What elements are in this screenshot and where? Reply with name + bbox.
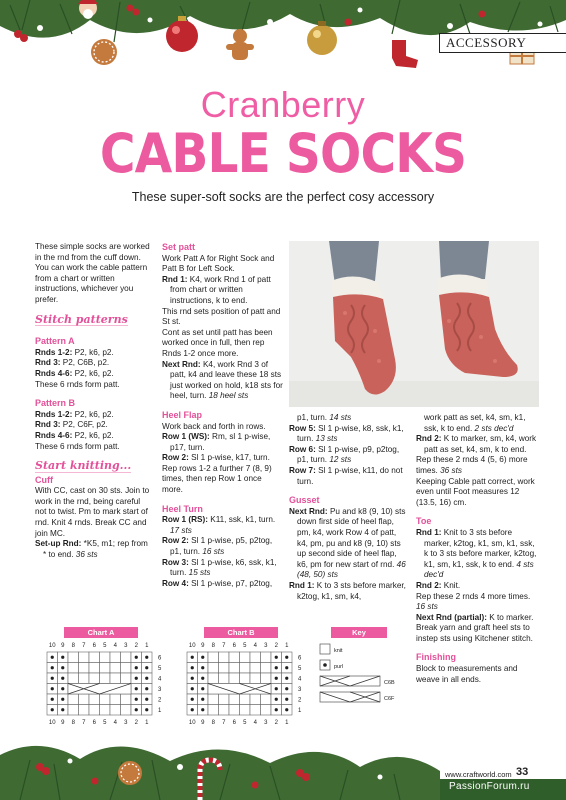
title-kicker: Cranberry: [200, 84, 366, 125]
chart-row-number: 1: [298, 707, 302, 714]
purl-dot: [275, 677, 278, 680]
chart-col-number: 6: [92, 643, 96, 649]
chart-col-number: 7: [82, 720, 86, 726]
purl-dot: [145, 656, 148, 659]
chart-cell: [68, 694, 79, 705]
chart-b-title: Chart B: [204, 627, 278, 638]
gusset-text: Keeping Cable patt correct, work even until Foot measures 12 (13.5, 16) cm.: [416, 476, 535, 507]
chart-row-number: 6: [298, 655, 302, 662]
heel-turn-row: Row 7: Sl 1 p-wise, k11, do not turn.: [289, 465, 403, 486]
chart-col-number: 3: [124, 643, 128, 649]
gusset-rnd1-cont: work patt as set, k4, sm, k1, ssk, k to end. 2 sts dec'd: [424, 413, 526, 433]
chart-col-number: 3: [124, 720, 128, 726]
set-patt-text: Cont as set until patt has been worked once in full, then rep Rnds 1-2 once more.: [162, 327, 273, 358]
chart-cell: [89, 694, 100, 705]
chart-cell: [250, 673, 261, 684]
column-2: [162, 242, 284, 589]
chart-cell: [79, 694, 90, 705]
chart-cell: [219, 705, 230, 716]
chart-cell: [261, 673, 272, 684]
chart-col-number: 9: [61, 643, 65, 649]
chart-row-number: 5: [298, 665, 302, 672]
purl-dot: [285, 677, 288, 680]
heel-flap-row: Row 2: Sl 1 p-wise, k17, turn.: [162, 453, 270, 463]
purl-dot: [145, 708, 148, 711]
chart-cell: [219, 673, 230, 684]
chart-row-number: 2: [158, 697, 162, 704]
chart-cell: [68, 673, 79, 684]
chart-row-number: 3: [298, 686, 302, 693]
pattern-a-line: Rnd 3: P2, C6B, p2.: [35, 358, 110, 368]
start-knitting-heading: Start knitting...: [35, 459, 132, 473]
purl-dot: [61, 677, 64, 680]
purl-dot: [285, 708, 288, 711]
purl-dot: [61, 666, 64, 669]
chart-cell: [79, 705, 90, 716]
purl-dot: [191, 677, 194, 680]
heel-turn-row: Row 6: Sl 1 p-wise, p9, p2tog, p1, turn. 12 sts: [289, 444, 400, 465]
purl-dot: [285, 656, 288, 659]
purl-dot: [51, 687, 54, 690]
chart-row-number: 3: [158, 686, 162, 693]
heel-turn-row: Row 1 (RS): K11, ssk, k1, turn. 17 sts: [162, 515, 276, 535]
column-4: [416, 413, 538, 685]
chart-col-number: 1: [285, 720, 289, 726]
chart-cell: [121, 694, 132, 705]
purl-dot: [135, 666, 138, 669]
chart-cell: [240, 705, 251, 716]
watermark: PassionForum.ru: [449, 781, 530, 792]
cable-cell: [208, 684, 271, 695]
purl-dot: [135, 677, 138, 680]
chart-col-number: 7: [222, 643, 226, 649]
chart-col-number: 3: [264, 720, 268, 726]
gusset-next-rnd: Next Rnd: Pu and k8 (9, 10) sts down first side of heel flap, pm, k4, work Row 4 of patt, k4, pm, pu and k8 (9, 10) sts up second side of heel flap, k6, pm for new start of rnd. 46 (48, 50) sts: [289, 506, 406, 580]
chart-cell: [89, 673, 100, 684]
chart-col-number: 9: [201, 643, 205, 649]
purl-dot: [145, 687, 148, 690]
chart-cell: [240, 652, 251, 663]
set-patt-next-rnd: Next Rnd: K4, work Rnd 3 of patt, k4 and leave these 18 sts just worked on hold, k18 sts for heel, turn. 18 heel sts: [162, 359, 283, 401]
chart-cell: [121, 705, 132, 716]
toe-heading: Toe: [416, 516, 432, 527]
purl-dot: [61, 687, 64, 690]
column-3: [289, 413, 407, 602]
purl-dot: [201, 708, 204, 711]
purl-dot: [191, 666, 194, 669]
purl-dot: [275, 708, 278, 711]
heel-flap-row: Row 1 (WS): Rm, sl 1 p-wise, p17, turn.: [162, 432, 271, 452]
finishing-heading: Finishing: [416, 652, 456, 663]
chart-row-number: 6: [158, 655, 162, 662]
purl-dot: [275, 698, 278, 701]
purl-dot: [201, 687, 204, 690]
heel-turn-row4-cont: p1, turn. 14 sts: [297, 413, 352, 422]
chart-row-number: 5: [158, 665, 162, 672]
chart-col-number: 5: [103, 720, 107, 726]
chart-col-number: 4: [113, 643, 117, 649]
pattern-a-line: These 6 rnds form patt.: [35, 379, 120, 389]
chart-row-number: 2: [298, 697, 302, 704]
purl-dot: [275, 687, 278, 690]
purl-dot: [51, 666, 54, 669]
chart-cell: [79, 673, 90, 684]
purl-dot: [201, 698, 204, 701]
chart-cell: [240, 673, 251, 684]
purl-dot: [285, 698, 288, 701]
chart-cell: [229, 694, 240, 705]
chart-cell: [229, 705, 240, 716]
cuff-heading: Cuff: [35, 474, 53, 485]
chart-cell: [261, 705, 272, 716]
set-patt-text: This rnd sets position of patt and St st.: [162, 306, 281, 327]
chart-cell: [219, 663, 230, 674]
chart-cell: [250, 694, 261, 705]
chart-cell: [229, 673, 240, 684]
svg-text:C6F: C6F: [384, 696, 395, 702]
chart-cell: [110, 673, 121, 684]
chart-cell: [208, 673, 219, 684]
purl-dot: [191, 687, 194, 690]
key-knit: [320, 644, 343, 654]
purl-dot: [145, 698, 148, 701]
gusset-heading: Gusset: [289, 495, 320, 506]
chart-cell: [250, 663, 261, 674]
chart-cell: [219, 652, 230, 663]
chart-cell: [229, 652, 240, 663]
chart-cell: [240, 663, 251, 674]
gusset-text: Rep these 2 rnds 4 (5, 6) more times. 36 sts: [416, 455, 528, 475]
chart-cell: [100, 663, 111, 674]
svg-text:knit: knit: [334, 648, 343, 654]
cable-cell: [68, 684, 131, 695]
purl-dot: [135, 656, 138, 659]
toe-text: Rep these 2 rnds 4 more times. 16 sts: [416, 591, 531, 612]
chart-cell: [110, 705, 121, 716]
chart-cell: [261, 663, 272, 674]
stitch-patterns-heading: Stitch patterns: [35, 312, 128, 326]
purl-dot: [61, 698, 64, 701]
toe-next-rnd: Next Rnd (partial): K to marker. Break yarn and graft heel sts to instep sts using Kitchener stitch.: [416, 612, 534, 643]
chart-cell: [261, 694, 272, 705]
svg-text:purl: purl: [334, 664, 344, 670]
purl-dot: [51, 656, 54, 659]
chart-cell: [68, 663, 79, 674]
chart-cell: [68, 652, 79, 663]
footer-url[interactable]: www.craftworld.com: [445, 770, 512, 779]
chart-cell: [100, 705, 111, 716]
purl-dot: [135, 708, 138, 711]
chart-col-number: 3: [264, 643, 268, 649]
chart-col-number: 4: [113, 720, 117, 726]
heel-turn-row: Row 4: Sl 1 p-wise, p7, p2tog,: [162, 578, 273, 588]
chart-col-number: 10: [48, 643, 56, 649]
purl-dot: [285, 666, 288, 669]
chart-col-number: 1: [285, 643, 289, 649]
chart-cell: [208, 652, 219, 663]
chart-col-number: 10: [188, 720, 196, 726]
pattern-a-line: Rnds 4-6: P2, k6, p2.: [35, 368, 114, 378]
chart-row-number: 1: [158, 707, 162, 714]
purl-dot: [201, 656, 204, 659]
chart-col-number: 5: [243, 720, 247, 726]
chart-cell: [250, 705, 261, 716]
chart-col-number: 8: [71, 720, 75, 726]
chart-cell: [100, 652, 111, 663]
gingerbread-bottom-icon: [118, 761, 142, 785]
chart-cell: [121, 652, 132, 663]
set-patt-rnd1: Rnd 1: K4, work Rnd 1 of patt from chart or written instructions, k to end.: [162, 274, 271, 305]
heel-turn-row: Row 3: Sl 1 p-wise, k6, ssk, k1, turn. 15 sts: [162, 557, 277, 578]
chart-col-number: 1: [145, 643, 149, 649]
pattern-b-line: Rnds 1-2: P2, k6, p2.: [35, 409, 114, 419]
chart-col-number: 5: [103, 643, 107, 649]
chart-col-number: 7: [222, 720, 226, 726]
pattern-a-line: Rnds 1-2: P2, k6, p2.: [35, 347, 114, 357]
chart-col-number: 10: [188, 643, 196, 649]
chart-cell: [208, 705, 219, 716]
pattern-a-heading: Pattern A: [35, 336, 75, 347]
socks-photo: [289, 241, 539, 407]
chart-cell: [229, 663, 240, 674]
chart-col-number: 2: [134, 643, 138, 649]
chart-cell: [100, 694, 111, 705]
purl-dot: [145, 666, 148, 669]
chart-cell: [79, 663, 90, 674]
page-subtitle: These super-soft socks are the perfect cosy accessory: [131, 190, 435, 204]
toe-rnd1: Rnd 1: Knit to 3 sts before marker, k2tog, k1, sm, k1, ssk, k to 3 sts before marker, k2tog, k1, sm, k1, ssk, k to end. 4 sts dec'd: [416, 527, 537, 580]
chart-cell: [121, 673, 132, 684]
chart-col-number: 2: [274, 643, 278, 649]
gusset-rnd1: Rnd 1: K to 3 sts before marker, k2tog, k1, sm, k4,: [289, 580, 406, 601]
chart-col-number: 6: [232, 720, 236, 726]
pattern-b-heading: Pattern B: [35, 398, 76, 409]
finishing-text: Block to measurements and weave in all ends.: [416, 664, 518, 684]
purl-dot: [135, 698, 138, 701]
key-c6f: [320, 692, 395, 702]
chart-cell: [250, 652, 261, 663]
key-title: Key: [331, 627, 387, 638]
chart-row-number: 4: [158, 676, 162, 683]
chart-col-number: 7: [82, 643, 86, 649]
pattern-b-line: Rnd 3: P2, C6F, p2.: [35, 420, 108, 430]
page-title: CABLE SOCKS: [99, 122, 467, 185]
chart-cell: [208, 663, 219, 674]
heel-turn-row: Row 5: Sl 1 p-wise, k8, ssk, k1, turn. 13 sts: [289, 423, 404, 444]
cuff-text: With CC, cast on 30 sts. Join to work in the rnd, being careful not to twist. Pm to mark start of rnd. Knit 4 rnds. Break CC and join MC.: [35, 486, 150, 538]
purl-dot: [201, 677, 204, 680]
chart-cell: [89, 705, 100, 716]
purl-dot: [275, 656, 278, 659]
chart-cell: [79, 652, 90, 663]
chart-col-number: 2: [274, 720, 278, 726]
chart-cell: [240, 694, 251, 705]
chart-a-title: Chart A: [64, 627, 138, 638]
chart-col-number: 9: [201, 720, 205, 726]
purl-dot: [191, 656, 194, 659]
intro-text: These simple socks are worked in the rnd from the cuff down. You can work the cable pattern from a chart or written instructions, whichever you prefer.: [35, 242, 150, 304]
chart-cell: [100, 673, 111, 684]
chart-cell: [89, 663, 100, 674]
chart-col-number: 4: [253, 720, 257, 726]
gusset-rnd2: Rnd 2: K to marker, sm, k4, work patt as set, k4, sm, k to end.: [416, 434, 537, 454]
stocking-icon: [390, 34, 418, 68]
purl-dot: [51, 708, 54, 711]
chart-col-number: 6: [92, 720, 96, 726]
chart-col-number: 8: [211, 720, 215, 726]
chart-col-number: 2: [134, 720, 138, 726]
purl-dot: [51, 677, 54, 680]
purl-dot: [275, 666, 278, 669]
heel-flap-text: Work back and forth in rows.: [162, 421, 266, 431]
pattern-b-line: These 6 rnds form patt.: [35, 441, 120, 451]
chart-cell: [121, 663, 132, 674]
heel-turn-heading: Heel Turn: [162, 503, 203, 514]
chart-cell: [261, 652, 272, 663]
purl-dot: [135, 687, 138, 690]
heel-turn-row: Row 2: Sl 1 p-wise, p5, p2tog, p1, turn. 16 sts: [162, 536, 273, 557]
section-tag: ACCESSORY: [439, 33, 566, 53]
chart-cell: [208, 694, 219, 705]
purl-dot: [61, 656, 64, 659]
chart-cell: [110, 663, 121, 674]
purl-dot: [61, 708, 64, 711]
purl-dot: [191, 708, 194, 711]
chart-cell: [68, 705, 79, 716]
chart-col-number: 5: [243, 643, 247, 649]
set-patt-heading: Set patt: [162, 242, 196, 252]
chart-col-number: 6: [232, 643, 236, 649]
key-c6b: [320, 676, 395, 686]
chart-col-number: 1: [145, 720, 149, 726]
chart-cell: [219, 694, 230, 705]
page-number: 33: [516, 766, 529, 778]
column-1: [35, 242, 153, 560]
key-purl: [320, 660, 343, 670]
heel-flap-text: Rep rows 1-2 a further 7 (8, 9) times, then rep Row 1 once more.: [162, 463, 272, 495]
purl-dot: [145, 677, 148, 680]
chart-col-number: 8: [71, 643, 75, 649]
chart-col-number: 8: [211, 643, 215, 649]
purl-dot: [51, 698, 54, 701]
purl-dot: [285, 687, 288, 690]
chart-row-number: 4: [298, 676, 302, 683]
chart-col-number: 4: [253, 643, 257, 649]
chart-col-number: 9: [61, 720, 65, 726]
cuff-setup-rnd: Set-up Rnd: *K5, m1; rep from * to end. 36 sts: [35, 539, 148, 559]
svg-text:C6B: C6B: [384, 680, 395, 686]
purl-dot: [201, 666, 204, 669]
chart-cell: [110, 652, 121, 663]
chart-cell: [110, 694, 121, 705]
purl-dot: [191, 698, 194, 701]
chart-col-number: 10: [48, 720, 56, 726]
heel-flap-heading: Heel Flap: [162, 409, 203, 420]
toe-rnd2: Rnd 2: Knit.: [416, 580, 461, 590]
chart-cell: [89, 652, 100, 663]
pattern-b-line: Rnds 4-6: P2, k6, p2.: [35, 430, 114, 440]
set-patt-text: Work Patt A for Right Sock and Patt B for Left Sock.: [162, 253, 275, 274]
